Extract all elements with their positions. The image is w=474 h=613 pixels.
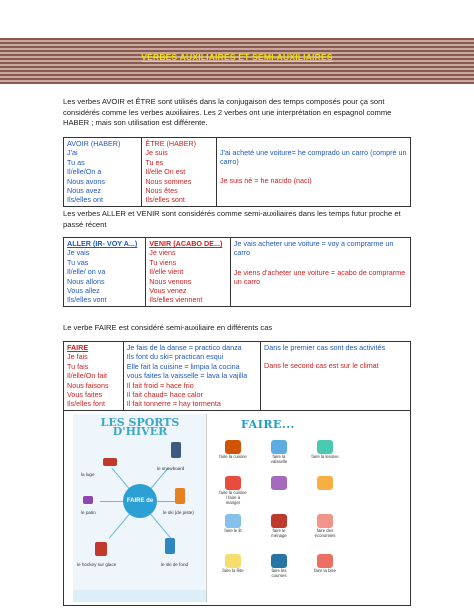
activity-icon (271, 476, 287, 490)
faire-conj-5: Vous faites (67, 390, 103, 400)
aller-conj-4: Nous allons (67, 276, 105, 286)
activity-cell (265, 440, 293, 464)
bed-icon (225, 514, 241, 528)
aller-header: ALLER (IR- VOY A...) (67, 239, 138, 248)
meal-icon (225, 476, 241, 490)
semi-auxiliary-paragraph: Les verbes ALLER et VENIR sont considérés comme semi-auxiliaires dans les temps futur proche et passé récent (63, 209, 401, 229)
etre-conj-1: Je suis (145, 148, 168, 158)
activity-label-1: faire la cuisine (219, 453, 247, 459)
activity-label-9: faire des économies (314, 527, 336, 538)
sport-label-hockey: le hockey sur glace (77, 561, 117, 567)
faire-example-3: Elle fait la cuisine = limpia la cocina (126, 361, 240, 371)
document-title: VERBES AUXILIAIRES ET SEMI-AUXILIAIRES (141, 52, 333, 62)
cooking-icon (225, 440, 241, 454)
etre-header: ÊTRE (HABER) (145, 139, 197, 148)
faire-example-4: vous faites la vaisselle = lava la vajilla (126, 371, 248, 381)
table-faire (63, 341, 411, 606)
etre-conj-2: Tu es (145, 157, 164, 167)
faire-column (64, 342, 124, 411)
skate-icon (83, 496, 93, 504)
etre-conj-3: Il/elle On est (145, 167, 186, 177)
venir-conj-1: Je viens (149, 248, 176, 258)
examples-column (216, 138, 410, 207)
kiss-icon (317, 554, 333, 568)
faire-example-7: Il fait tonnerre = hay tormenta (126, 399, 221, 409)
activity-cell (219, 514, 247, 533)
faire-example-1: Je fais de la danse = practico danza (126, 343, 242, 352)
dishes-icon (271, 440, 287, 454)
intro-paragraph: Les verbes AVOIR et ÊTRE sont utilisés dans la conjugaison des temps composés pour ça sont considérés comme les verbes auxiliaires. Les 2 verbes ont une interprétation en espagnol comme HABER ; mais son utilisation est différente. (63, 97, 392, 127)
party-icon (225, 554, 241, 568)
avoir-header: AVOIR (HABER) (67, 139, 121, 148)
sled-icon (103, 458, 117, 466)
sport-label-snowboard: le snowboard (157, 465, 185, 471)
aller-conj-3: Il/elle/ on va (67, 267, 106, 277)
etre-example: Je suis né = he nacido (naci) (219, 175, 312, 185)
venir-conj-6: Ils/elles viennent (149, 295, 203, 305)
faire-conj-6: Ils/elles font (67, 399, 105, 409)
snow-ground (73, 590, 206, 602)
activity-cell (265, 554, 293, 578)
cleaning-icon (271, 514, 287, 528)
avoir-conj-4: Nous avons (67, 176, 105, 186)
faire-conj-1: Je fais (67, 352, 88, 362)
faire-example-2: Ils font du ski= practican esqui (126, 352, 224, 362)
avoir-conj-2: Tu as (67, 157, 85, 167)
activity-cell (265, 514, 293, 538)
avoir-example: J'ai acheté une voiture= he comprado un carro (compré un carro) (219, 148, 407, 167)
activity-label-8: faire le ménage (271, 527, 287, 538)
faire-examples-column (123, 342, 260, 411)
activity-cell (311, 514, 339, 538)
faire-activities-image (211, 414, 351, 602)
aller-column (64, 238, 146, 307)
aller-conj-5: Vous allez (67, 286, 100, 296)
avoir-column (64, 138, 142, 207)
faire-conj-2: Tu fais (67, 361, 89, 371)
activity-cell (219, 476, 247, 505)
etre-conj-5: Nous êtes (145, 186, 178, 196)
skier-icon (175, 488, 185, 504)
avoir-conj-1: J'ai (67, 148, 78, 158)
faire-header: FAIRE (67, 343, 89, 352)
sport-label-luge: la luge (81, 471, 95, 477)
venir-conj-2: Tu viens (149, 257, 177, 267)
faire-images-row (64, 410, 411, 605)
activity-cell (311, 476, 339, 490)
shopping-icon (271, 554, 287, 568)
faire-notes-column (261, 342, 411, 411)
etre-column (142, 138, 217, 207)
faire-image-title: FAIRE... (241, 417, 295, 431)
sports-image-title: LES SPORTS D'HIVER (100, 415, 180, 439)
faire-example-5: Il fait froid = hace frio (126, 380, 194, 390)
hockey-player-icon (95, 542, 107, 556)
venir-conj-3: Il/elle vient (149, 267, 184, 277)
activity-label-2: faire la vaisselle (270, 453, 288, 464)
table-avoir-etre (63, 137, 411, 207)
faire-de-hub: FAIRE de (123, 484, 157, 518)
piggy-bank-icon (317, 514, 333, 528)
snowboarder-icon (171, 442, 181, 458)
title-banner (0, 38, 474, 84)
activity-icon (317, 476, 333, 490)
laundry-icon (317, 440, 333, 454)
faire-intro-paragraph: Le verbe FAIRE est considéré semi-auxiliaire en différents cas (63, 323, 273, 332)
faire-example-6: Il fait chaud= hace calor (126, 390, 203, 400)
faire-note-1: Dans le premier cas sont des activités (264, 343, 386, 352)
aller-conj-6: Ils/elles vont (67, 295, 107, 305)
sport-label-ski-piste: le ski (de piste) (163, 509, 194, 515)
activity-cell (311, 440, 339, 459)
cross-country-skier-icon (165, 538, 175, 554)
examples-column-2 (230, 238, 410, 307)
avoir-conj-6: Ils/elles ont (67, 195, 103, 205)
activity-cell (219, 440, 247, 459)
faire-conj-4: Nous faisons (67, 380, 109, 390)
etre-conj-4: Nous sommes (145, 176, 192, 186)
aller-conj-2: Tu vas (67, 257, 89, 267)
avoir-conj-3: Il/elle/On a (67, 167, 102, 177)
winter-sports-image (73, 414, 207, 602)
faire-conj-3: Il/elle/On fait (67, 371, 107, 381)
sport-label-patin: le patin (81, 509, 96, 515)
faire-note-2: Dans le second cas est sur le climat (264, 361, 379, 371)
activity-label-10: faire la fête (222, 567, 244, 573)
venir-conj-5: Vous venez (149, 286, 187, 296)
sport-label-ski-fond: le ski de fond (161, 561, 189, 567)
activity-cell (311, 554, 339, 573)
aller-example: Je vais acheter une voiture = voy a comprarme un carro (233, 239, 394, 258)
avoir-conj-5: Nous avez (67, 186, 101, 196)
venir-header: VENIR (ACABO DE...) (149, 239, 223, 248)
activity-label-4: faire la cuisine / faire à manger (219, 489, 247, 505)
venir-column (146, 238, 231, 307)
activity-cell (265, 476, 293, 490)
activity-label-3: faire la lessive (311, 453, 339, 459)
table-aller-venir (63, 237, 411, 307)
venir-example: Je viens d'acheter une voiture = acabo de comprarme un carro (233, 267, 406, 287)
etre-conj-6: Ils/elles sont (145, 195, 185, 205)
venir-conj-4: Nous venons (149, 276, 192, 286)
activity-label-11: faire les courses (271, 567, 287, 578)
activity-label-12: faire la bise (314, 567, 336, 573)
activity-label-7: faire le lit (224, 527, 242, 533)
activity-cell (219, 554, 247, 573)
aller-conj-1: Je vais (67, 248, 90, 258)
